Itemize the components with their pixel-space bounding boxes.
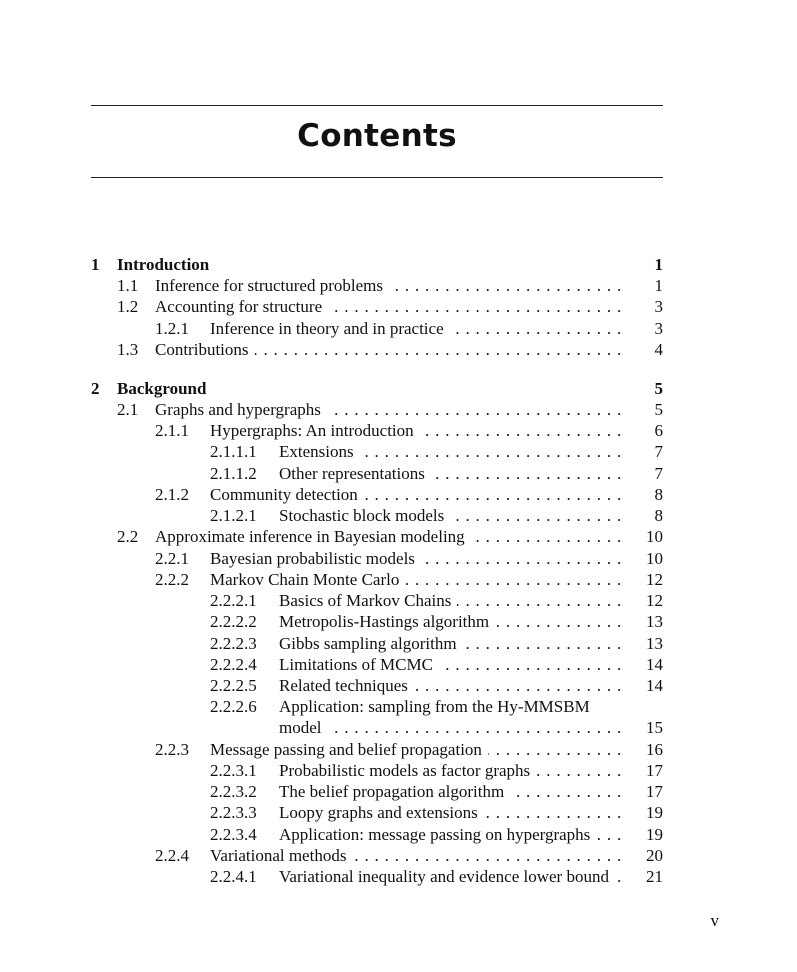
toc-entry-number: 1.3 xyxy=(117,340,139,359)
toc-page-number: 8 xyxy=(654,506,663,525)
toc-entry-title[interactable]: Message passing and belief propagation xyxy=(210,739,488,761)
toc-leader-dots xyxy=(364,484,622,506)
toc-entry-row[interactable] xyxy=(0,590,797,612)
toc-entry-title[interactable]: Variational methods xyxy=(210,845,352,867)
toc-entry-number: 1.1 xyxy=(117,276,139,295)
toc-entry-number: 2.1.1.1 xyxy=(210,442,257,461)
toc-entry-row[interactable] xyxy=(0,675,797,697)
toc-leader-dots xyxy=(463,633,622,655)
toc-entry-number: 1 xyxy=(91,255,100,274)
toc-entry-title[interactable]: Introduction xyxy=(117,254,215,276)
toc-leader-dots xyxy=(328,717,622,739)
toc-page-number: 12 xyxy=(646,570,663,589)
toc-leader-dots xyxy=(360,441,622,463)
bottom-rule xyxy=(91,177,663,178)
toc-leader-dots xyxy=(457,590,622,612)
toc-page-number: 7 xyxy=(654,442,663,461)
toc-leader-dots xyxy=(536,760,622,782)
toc-entry-row[interactable] xyxy=(0,845,797,867)
toc-entry-number: 2.1.2.1 xyxy=(210,506,257,525)
toc-entry-row[interactable] xyxy=(0,717,797,739)
toc-entry-number: 2.1 xyxy=(117,400,139,419)
toc-entry-title[interactable]: Gibbs sampling algorithm xyxy=(279,633,463,655)
toc-page-number: 17 xyxy=(646,782,663,801)
toc-entry-number: 2.2.2.6 xyxy=(210,697,257,716)
toc-page-number: 4 xyxy=(654,340,663,359)
toc-entry-number: 2.2.4.1 xyxy=(210,867,257,886)
toc-entry-number: 2.2.3.4 xyxy=(210,825,257,844)
toc-leader-dots xyxy=(484,802,622,824)
toc-entry-number: 2.2.1 xyxy=(155,549,189,568)
toc-page-number: 5 xyxy=(654,379,663,398)
toc-leader-dots xyxy=(405,569,622,591)
toc-entry-title[interactable]: Markov Chain Monte Carlo xyxy=(210,569,405,591)
toc-entry-number: 2.2.3.3 xyxy=(210,803,257,822)
toc-page-number: 1 xyxy=(654,276,663,295)
toc-entry-number: 2.2.2.1 xyxy=(210,591,257,610)
toc-entry-row[interactable] xyxy=(0,824,797,846)
toc-page-number: 13 xyxy=(646,634,663,653)
toc-entry-number: 2.1.2 xyxy=(155,485,189,504)
toc-entry-row[interactable] xyxy=(0,696,797,718)
toc-leader-dots xyxy=(389,275,622,297)
toc-entry-row[interactable] xyxy=(0,505,797,527)
toc-entry-number: 2.2.2.4 xyxy=(210,655,257,674)
toc-entry-row[interactable] xyxy=(0,781,797,803)
toc-leader-dots xyxy=(471,526,622,548)
toc-leader-dots xyxy=(255,339,622,361)
toc-page-number: 19 xyxy=(646,825,663,844)
toc-entry-number: 1.2 xyxy=(117,297,139,316)
toc-entry-row[interactable] xyxy=(0,866,797,888)
toc-entry-row[interactable] xyxy=(0,802,797,824)
toc-page-number: 13 xyxy=(646,612,663,631)
page-number: v xyxy=(710,911,719,930)
toc-page-number: 10 xyxy=(646,549,663,568)
toc-entry-number: 2.2 xyxy=(117,527,139,546)
toc-chapter-row[interactable] xyxy=(0,254,797,276)
toc-entry-title[interactable]: Accounting for structure xyxy=(155,296,328,318)
toc-page-number: 20 xyxy=(646,846,663,865)
toc-page-number: 8 xyxy=(654,485,663,504)
toc-leader-dots xyxy=(596,824,622,846)
toc-leader-dots xyxy=(431,463,622,485)
toc-entry-title[interactable]: Other representations xyxy=(279,463,431,485)
toc-entry-number: 2.2.2 xyxy=(155,570,189,589)
toc-entry-title[interactable]: Background xyxy=(117,378,212,400)
toc-entry-row[interactable] xyxy=(0,484,797,506)
toc-entry-row[interactable] xyxy=(0,760,797,782)
toc-entry-row[interactable] xyxy=(0,739,797,761)
toc-entry-title[interactable]: Limitations of MCMC xyxy=(279,654,439,676)
toc-entry-row[interactable] xyxy=(0,526,797,548)
toc-page-number: 7 xyxy=(654,464,663,483)
toc-leader-dots xyxy=(352,845,622,867)
toc-leader-dots xyxy=(615,866,622,888)
toc-entry-number: 2.2.2.2 xyxy=(210,612,257,631)
toc-leader-dots xyxy=(439,654,622,676)
toc-entry-title[interactable]: The belief propagation algorithm xyxy=(279,781,510,803)
toc-entry-title[interactable]: Approximate inference in Bayesian modeling xyxy=(155,526,471,548)
toc-leader-dots xyxy=(488,739,622,761)
toc-entry-row[interactable] xyxy=(0,275,797,297)
toc-page-number: 12 xyxy=(646,591,663,610)
toc-page-number: 14 xyxy=(646,676,663,695)
toc-page-number: 16 xyxy=(646,740,663,759)
toc-entry-title[interactable]: Variational inequality and evidence lower bound xyxy=(279,866,615,888)
toc-page-number: 10 xyxy=(646,527,663,546)
toc-entry-row[interactable] xyxy=(0,654,797,676)
toc-entry-row[interactable] xyxy=(0,399,797,421)
toc-page-number: 5 xyxy=(654,400,663,419)
toc-entry-row[interactable] xyxy=(0,569,797,591)
toc-leader-dots xyxy=(450,318,622,340)
toc-page-number: 21 xyxy=(646,867,663,886)
toc-page-number: 3 xyxy=(654,297,663,316)
toc-entry-title[interactable]: Probabilistic models as factor graphs xyxy=(279,760,536,782)
toc-entry-title[interactable]: Graphs and hypergraphs xyxy=(155,399,327,421)
toc-entry-number: 2 xyxy=(91,379,100,398)
toc-leader-dots xyxy=(328,296,622,318)
toc-entry-number: 2.1.1 xyxy=(155,421,189,440)
toc-entry-title[interactable]: Metropolis-Hastings algorithm xyxy=(279,611,495,633)
toc-entry-title[interactable]: Related techniques xyxy=(279,675,414,697)
toc-entry-number: 2.1.1.2 xyxy=(210,464,257,483)
toc-entry-row[interactable] xyxy=(0,420,797,442)
toc-entry-title[interactable]: model xyxy=(279,717,328,739)
top-rule xyxy=(91,105,663,106)
toc-entry-title[interactable]: Application: message passing on hypergraphs xyxy=(279,824,596,846)
toc-entry-title[interactable]: Contributions xyxy=(155,339,255,361)
toc-entry-row[interactable] xyxy=(0,339,797,361)
toc-entry-row[interactable] xyxy=(0,611,797,633)
toc-page-number: 1 xyxy=(654,255,663,274)
toc-entry-title[interactable]: Stochastic block models xyxy=(279,505,450,527)
toc-chapter-row[interactable] xyxy=(0,378,797,400)
toc-entry-number: 1.2.1 xyxy=(155,319,189,338)
toc-leader-dots xyxy=(420,420,622,442)
toc-entry-row[interactable] xyxy=(0,296,797,318)
toc-entry-title[interactable]: Inference for structured problems xyxy=(155,275,389,297)
toc-leader-dots xyxy=(510,781,622,803)
toc-entry-number: 2.2.4 xyxy=(155,846,189,865)
toc-entry-title[interactable]: Bayesian probabilistic models xyxy=(210,548,421,570)
toc-page-number: 6 xyxy=(654,421,663,440)
toc-page-number: 14 xyxy=(646,655,663,674)
toc-entry-row[interactable] xyxy=(0,548,797,570)
toc-entry-title[interactable]: Inference in theory and in practice xyxy=(210,318,450,340)
toc-leader-dots xyxy=(421,548,622,570)
toc-entry-number: 2.2.2.5 xyxy=(210,676,257,695)
toc-entry-number: 2.2.3 xyxy=(155,740,189,759)
toc-entry-title[interactable]: Extensions xyxy=(279,441,360,463)
toc-page-number: 17 xyxy=(646,761,663,780)
toc-entry-row[interactable] xyxy=(0,318,797,340)
toc-entry-number: 2.2.3.2 xyxy=(210,782,257,801)
toc-entry-title[interactable]: Application: sampling from the Hy-MMSBM xyxy=(279,696,596,718)
page-title: Contents xyxy=(297,118,457,154)
toc-leader-dots xyxy=(414,675,622,697)
toc-page-number: 3 xyxy=(654,319,663,338)
toc-entry-row[interactable] xyxy=(0,441,797,463)
toc-page-number: 15 xyxy=(646,718,663,737)
toc-leader-dots xyxy=(495,611,622,633)
toc-entry-title[interactable]: Loopy graphs and extensions xyxy=(279,802,484,824)
toc-entry-row[interactable] xyxy=(0,463,797,485)
toc-entry-number: 2.2.2.3 xyxy=(210,634,257,653)
toc-entry-title[interactable]: Basics of Markov Chains xyxy=(279,590,457,612)
toc-entry-row[interactable] xyxy=(0,633,797,655)
toc-entry-title[interactable]: Community detection xyxy=(210,484,364,506)
toc-leader-dots xyxy=(450,505,622,527)
toc-page-number: 19 xyxy=(646,803,663,822)
toc-entry-number: 2.2.3.1 xyxy=(210,761,257,780)
toc-leader-dots xyxy=(327,399,622,421)
toc-entry-title[interactable]: Hypergraphs: An introduction xyxy=(210,420,420,442)
